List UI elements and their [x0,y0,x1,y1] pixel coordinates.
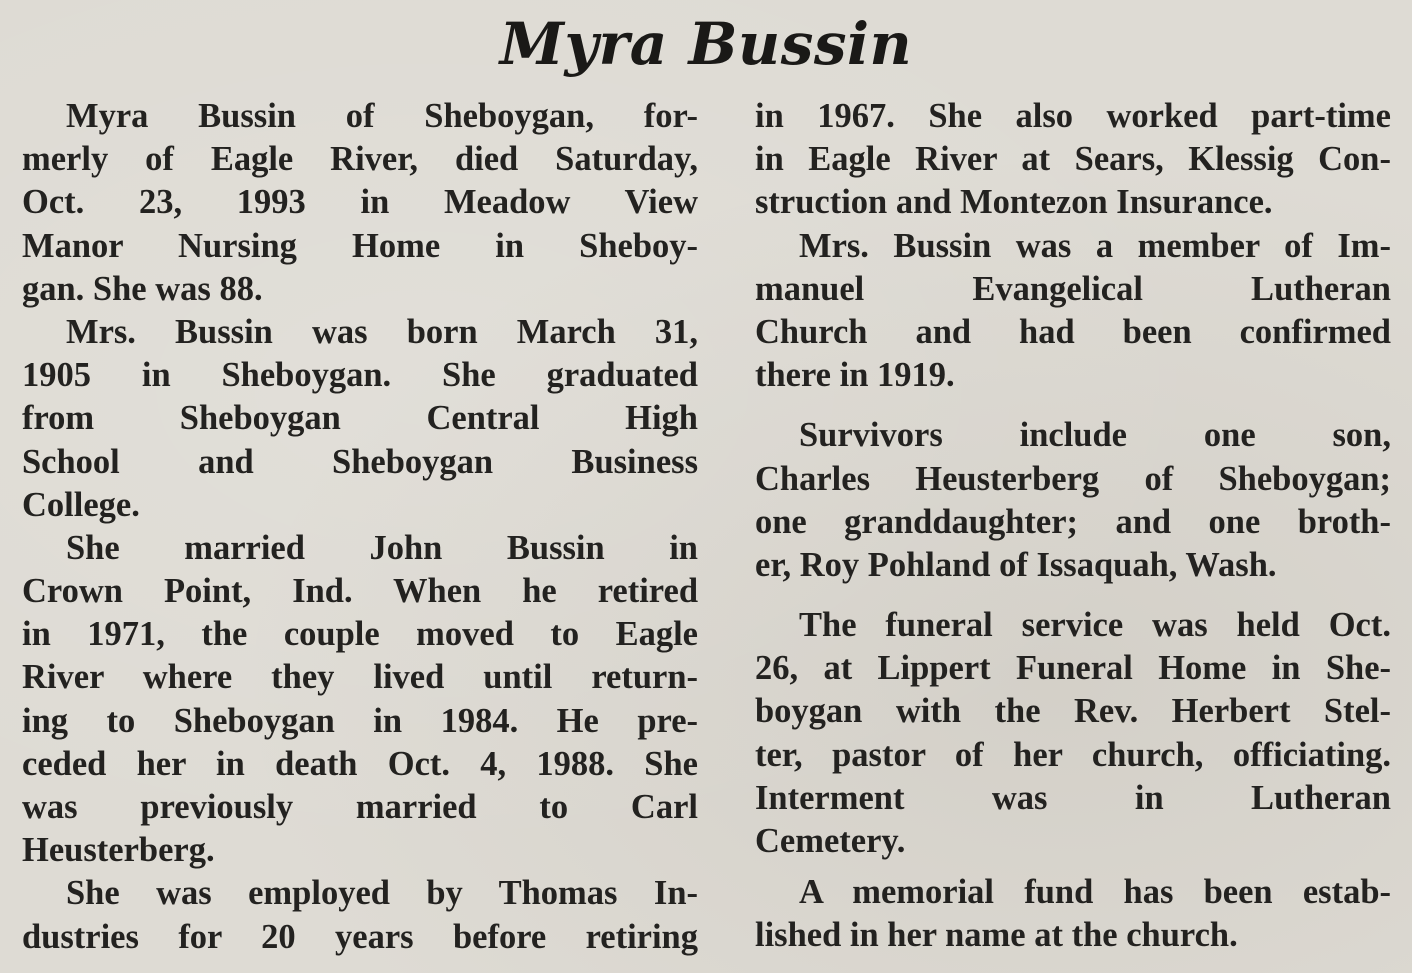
text-line: ter, pastor of her church, officiating. [755,735,1391,774]
paragraph-gap [755,397,1391,414]
right-column [755,95,1391,958]
text-line: The funeral service was held Oct. [799,606,1391,645]
text-line: struction and Montezon Insurance. [755,183,1273,222]
text-line: River where they lived until return- [22,658,698,697]
text-line: Manor Nursing Home in Sheboy- [22,226,698,265]
text-line: was previously married to Carl [22,788,698,826]
text-line: 26, at Lippert Funeral Home in She- [755,649,1391,688]
text-line: boygan with the Rev. Herbert Stel- [755,692,1391,731]
text-line: merly of Eagle River, died Saturday, [22,140,698,179]
text-line: Church and had been confirmed [755,312,1391,351]
text-line: one granddaughter; and one broth- [755,502,1391,541]
text-line: Cemetery. [755,822,906,860]
text-line: in 1971, the couple moved to Eagle [22,615,698,654]
text-line: gan. She was 88. [22,269,263,308]
text-line: Charles Heusterberg of Sheboygan; [755,459,1391,498]
text-line: manuel Evangelical Lutheran [755,269,1391,308]
text-line: dustries for 20 years before retiring [22,917,698,956]
text-line: Mrs. Bussin was a member of Im- [799,226,1391,265]
paragraph-gap [755,863,1391,871]
text-line: Myra Bussin of Sheboygan, for- [66,97,698,135]
text-line: er, Roy Pohland of Issaquah, Wash. [755,545,1277,584]
text-line: there in 1919. [755,356,955,395]
text-line: Survivors include one son, [799,416,1391,455]
text-line: Interment was in Lutheran [755,778,1391,817]
paragraph-gap [755,587,1391,604]
text-line: from Sheboygan Central High [22,399,698,438]
text-line: Heusterberg. [22,831,215,870]
text-line: in Eagle River at Sears, Klessig Con- [755,140,1391,179]
text-line: She married John Bussin in [66,528,698,567]
obituary-headline: Myra Bussin [499,10,913,78]
text-line: ceded her in death Oct. 4, 1988. She [22,744,698,783]
text-line: 1905 in Sheboygan. She graduated [22,356,698,395]
text-line: lished in her name at the church. [755,916,1238,955]
text-line: A memorial fund has been estab- [799,873,1391,912]
text-line: in 1967. She also worked part-time [755,97,1391,135]
text-line: Oct. 23, 1993 in Meadow View [22,183,698,222]
text-line: She was employed by Thomas In- [66,874,698,913]
text-line: Mrs. Bussin was born March 31, [66,312,698,351]
text-line: Crown Point, Ind. When he retired [22,572,698,611]
left-column [22,95,698,959]
text-line: ing to Sheboygan in 1984. He pre- [22,701,698,740]
text-line: School and Sheboygan Business [22,442,698,481]
text-line: College. [22,485,140,524]
